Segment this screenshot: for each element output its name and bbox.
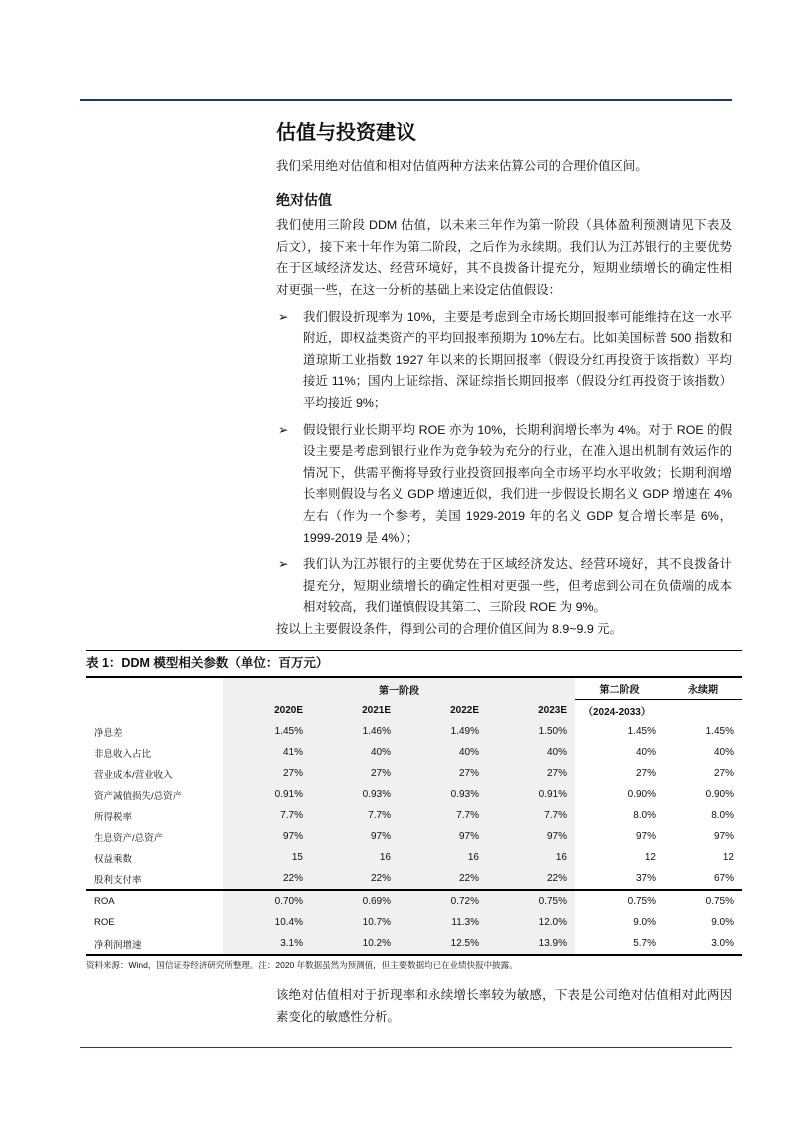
cell-value: 40% xyxy=(311,742,399,763)
cell-value: 1.45% xyxy=(223,721,311,742)
table-row xyxy=(86,763,742,784)
table-row xyxy=(86,933,742,955)
cell-value: 9.0% xyxy=(633,917,656,929)
cell-value: 15 xyxy=(223,847,311,868)
cell-value: 16 xyxy=(487,847,575,868)
bullet-text: 我们假设折现率为 10%，主要是考虑到全市场长期回报率可能维持在这一水平附近，即权益类资产的平均回报率预期为 10%左右。比如美国标普 500 指数和道琼斯工业指数 1927 年以来的长期回报率（假设分红再投资于该指数）平均接近 11%；国内上证综指、深证综指长期回报率（假设分红再投资于该指数）平均接近 9%； xyxy=(303,309,732,410)
cell-value: 27% xyxy=(713,768,734,780)
table-row xyxy=(86,805,742,826)
cell-value: 3.1% xyxy=(223,933,311,955)
cell-value: 1.49% xyxy=(399,721,487,742)
cell-value: 67% xyxy=(713,873,734,885)
cell-value: 40% xyxy=(713,747,734,759)
cell-value: 40% xyxy=(487,742,575,763)
cell-value: 10.4% xyxy=(223,912,311,933)
cell-value: 12 xyxy=(644,852,656,864)
row-label: 净利润增速 xyxy=(86,933,223,955)
cell-value: 9.0% xyxy=(711,917,734,929)
cell-value: 40% xyxy=(635,747,656,759)
row-label: 资产减值损失/总资产 xyxy=(94,790,183,802)
table-row xyxy=(86,912,742,933)
cell-value: 22% xyxy=(311,868,399,890)
cell-value: 3.0% xyxy=(664,933,742,955)
cell-value: 10.7% xyxy=(311,912,399,933)
year-header: 2020E xyxy=(223,700,311,722)
cell-value: 22% xyxy=(399,868,487,890)
row-label: 所得税率 xyxy=(94,811,133,823)
cell-value: 22% xyxy=(223,868,311,890)
cell-value: 97% xyxy=(399,826,487,847)
cell-value: 97% xyxy=(487,826,575,847)
row-label: ROA xyxy=(86,890,223,912)
after-paragraph: 该绝对估值相对于折现率和永续增长率较为敏感，下表是公司绝对估值相对此两因素变化的敏感性分析。 xyxy=(276,988,732,1025)
paragraph: 我们使用三阶段 DDM 估值，以未来三年作为第一阶段（具体盈利预测请见下表及后文），接下来十年作为第二阶段，之后作为永续期。我们认为江苏银行的主要优势在于区域经济发达、经营环境好，其不良拨备计提充分，短期业绩增长的确定性相对更强一些，在这一分析的基础上来设定估值假设： xyxy=(276,218,732,297)
footer-rule xyxy=(80,1047,732,1048)
cell-value: 22% xyxy=(487,868,575,890)
cell-value: 0.72% xyxy=(399,890,487,912)
arrow-bullet-icon: ➢ xyxy=(278,557,289,572)
cell-value: 7.7% xyxy=(311,805,399,826)
cell-value: 1.46% xyxy=(311,721,399,742)
table-row xyxy=(86,890,742,912)
body-text xyxy=(276,156,732,640)
cell-value: 16 xyxy=(311,847,399,868)
arrow-bullet-icon: ➢ xyxy=(278,309,289,324)
cell-value: 0.93% xyxy=(311,784,399,805)
table-row xyxy=(86,847,742,868)
cell-value: 12.5% xyxy=(399,933,487,955)
cell-value: 0.91% xyxy=(487,784,575,805)
row-label: 权益乘数 xyxy=(94,853,133,865)
cell-value: 8.0% xyxy=(711,810,734,822)
cell-value: 97% xyxy=(713,831,734,843)
cell-value: 1.50% xyxy=(487,721,575,742)
row-label: 股利支付率 xyxy=(94,874,142,886)
cell-value: 0.90% xyxy=(627,789,656,801)
year-header: 2023E xyxy=(487,700,575,722)
year-header xyxy=(664,700,742,722)
cell-value: 0.90% xyxy=(705,789,734,801)
cell-value: 27% xyxy=(487,763,575,784)
stage2-header: 第二阶段 xyxy=(575,678,664,700)
row-label: 营业成本/营业收入 xyxy=(94,769,173,781)
row-label: 净息差 xyxy=(94,727,123,739)
cell-value: 0.93% xyxy=(399,784,487,805)
cell-value: 27% xyxy=(635,768,656,780)
cell-value: 27% xyxy=(399,763,487,784)
year-header: 2021E xyxy=(311,700,399,722)
bullet-item xyxy=(276,420,732,550)
table-row xyxy=(86,826,742,847)
stage3-header: 永续期 xyxy=(664,678,742,700)
cell-value: 7.7% xyxy=(487,805,575,826)
cell-value: 12 xyxy=(722,852,734,864)
cell-value: 13.9% xyxy=(487,933,575,955)
cell-value: 8.0% xyxy=(633,810,656,822)
bullet-text: 我们认为江苏银行的主要优势在于区域经济发达、经营环境好，其不良拨备计提充分，短期业绩增长的确定性相对更强一些，但考虑到公司在负债端的成本相对较高，我们谨慎假设其第二、三阶段 ROE 为 9%。 xyxy=(303,557,732,615)
cell-value: 0.91% xyxy=(223,784,311,805)
row-label: ROE xyxy=(94,917,115,929)
cell-value: 27% xyxy=(223,763,311,784)
cell-value: 11.3% xyxy=(399,912,487,933)
cell-value: 1.45% xyxy=(705,726,734,738)
table-row xyxy=(86,784,742,805)
cell-value: 97% xyxy=(223,826,311,847)
table-row xyxy=(86,868,742,890)
table-title: 表 1：DDM 模型相关参数（单位：百万元） xyxy=(86,650,742,678)
stage1-header: 第一阶段 xyxy=(223,678,575,700)
year-header: （2024-2033） xyxy=(583,707,651,719)
cell-value: 41% xyxy=(223,742,311,763)
cell-value: 7.7% xyxy=(399,805,487,826)
subheading: 绝对估值 xyxy=(276,191,332,208)
cell-value: 1.45% xyxy=(627,726,656,738)
bullet-item xyxy=(276,554,732,619)
cell-value: 0.69% xyxy=(311,890,399,912)
cell-value: 97% xyxy=(635,831,656,843)
cell-value: 5.7% xyxy=(575,933,664,955)
intro-paragraph: 我们采用绝对估值和相对估值两种方法来估算公司的合理价值区间。 xyxy=(276,159,648,173)
cell-value: 27% xyxy=(311,763,399,784)
row-label: 生息资产/总资产 xyxy=(94,832,164,844)
year-header: 2022E xyxy=(399,700,487,722)
conclusion: 按以上主要假设条件，得到公司的合理价值区间为 8.9~9.9 元。 xyxy=(276,621,622,636)
cell-value: 10.2% xyxy=(311,933,399,955)
section-heading: 估值与投资建议 xyxy=(276,122,416,144)
cell-value: 12.0% xyxy=(487,912,575,933)
cell-value: 97% xyxy=(311,826,399,847)
bullet-text: 假设银行业长期平均 ROE 亦为 10%，长期利润增长率为 4%。对于 ROE 的假设主要是考虑到银行业作为竞争较为充分的行业，在准入退出机制有效运作的情况下，供需平衡将导致行业投资回报率向全市场平均水平收敛；长期利润增长率则假设与名义 GDP 增速近似，我们进一步假设长期名义 GDP 增速在 4%左右（作为一个参考，美国 1929-2019 年的名义 GDP 复合增长率是 6%，1999-2019 是 4%）； xyxy=(303,422,732,545)
cell-value: 0.70% xyxy=(223,890,311,912)
bullet-item xyxy=(276,307,732,415)
table-source: 资料来源：Wind，国信证券经济研究所整理。注：2020 年数据虽然为预测值，但主要数据均已在业绩快报中披露。 xyxy=(86,960,518,971)
row-label: 非息收入占比 xyxy=(94,748,152,760)
cell-value: 7.7% xyxy=(223,805,311,826)
cell-value: 0.75% xyxy=(664,890,742,912)
table-row xyxy=(86,742,742,763)
arrow-bullet-icon: ➢ xyxy=(278,422,289,437)
cell-value: 37% xyxy=(635,873,656,885)
ddm-table xyxy=(86,650,742,971)
cell-value: 40% xyxy=(399,742,487,763)
cell-value: 0.75% xyxy=(575,890,664,912)
cell-value: 16 xyxy=(399,847,487,868)
cell-value: 0.75% xyxy=(487,890,575,912)
table-row xyxy=(86,721,742,742)
